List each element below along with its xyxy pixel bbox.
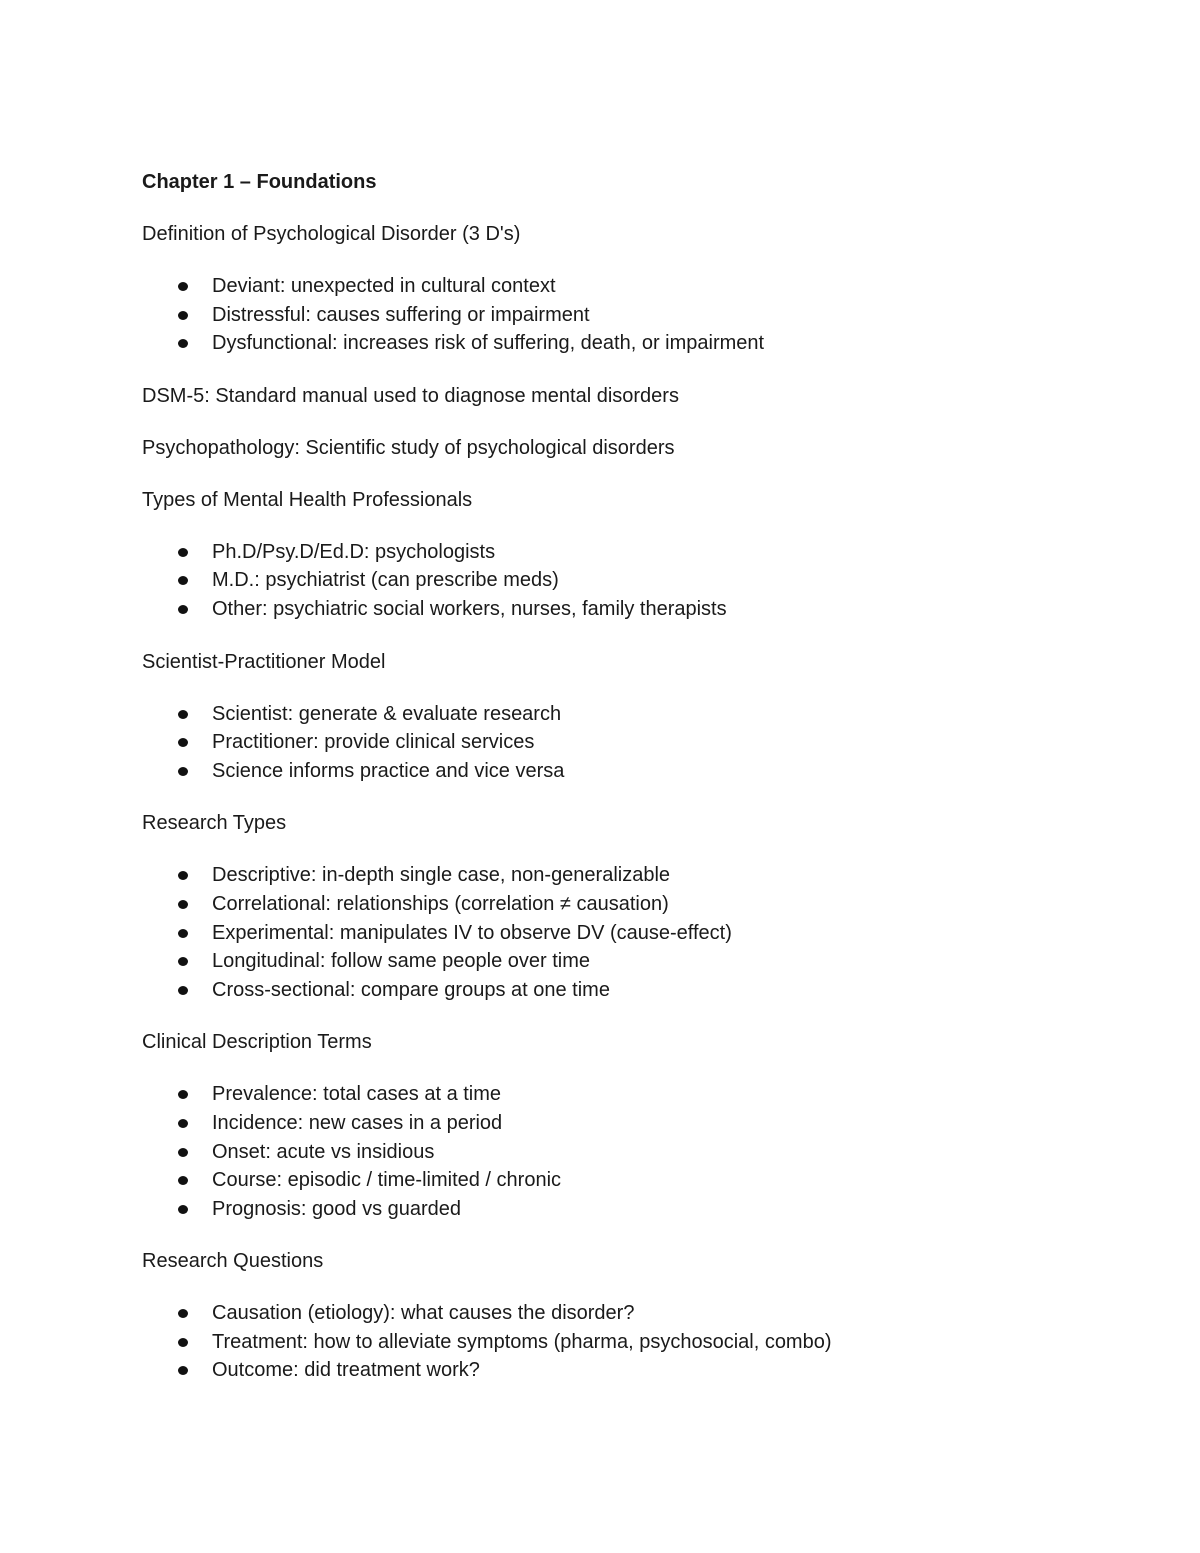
bullet-icon xyxy=(178,548,188,557)
heading-research-types: Research Types xyxy=(142,812,287,835)
list-item: Incidence: new cases in a period xyxy=(142,1109,1102,1138)
list-item: Descriptive: in-depth single case, non-generalizable xyxy=(142,861,1102,890)
bullet-icon xyxy=(178,957,188,966)
bullet-icon xyxy=(178,1309,188,1318)
list-item: Course: episodic / time-limited / chronic xyxy=(142,1166,1102,1195)
heading-definition: Definition of Psychological Disorder (3 D's) xyxy=(142,223,521,245)
list-item: Deviant: unexpected in cultural context xyxy=(142,272,1102,301)
list-item: Longitudinal: follow same people over time xyxy=(142,947,1102,976)
document-page xyxy=(142,168,1102,1409)
bullet-icon xyxy=(178,710,188,719)
list-research-types xyxy=(142,861,1102,1004)
paragraph-dsm: DSM-5: Standard manual used to diagnose mental disorders xyxy=(142,384,679,407)
bullet-icon xyxy=(178,311,188,320)
list-definition xyxy=(142,272,1102,358)
list-item: Science informs practice and vice versa xyxy=(142,757,1102,786)
page-title: Chapter 1 – Foundations xyxy=(142,171,377,193)
bullet-icon xyxy=(178,1176,188,1185)
list-item: Dysfunctional: increases risk of suffering, death, or impairment xyxy=(142,329,1102,358)
bullet-icon xyxy=(178,738,188,747)
bullet-icon xyxy=(178,339,188,348)
heading-research-questions: Research Questions xyxy=(142,1250,324,1273)
bullet-icon xyxy=(178,929,188,938)
list-item: Experimental: manipulates IV to observe DV (cause-effect) xyxy=(142,919,1102,948)
bullet-icon xyxy=(178,900,188,909)
bullet-icon xyxy=(178,605,188,614)
bullet-icon xyxy=(178,986,188,995)
list-item: Other: psychiatric social workers, nurses, family therapists xyxy=(142,595,1102,624)
heading-clinical-terms: Clinical Description Terms xyxy=(142,1031,372,1054)
bullet-icon xyxy=(178,1366,188,1375)
list-item: Onset: acute vs insidious xyxy=(142,1138,1102,1167)
bullet-icon xyxy=(178,576,188,585)
bullet-icon xyxy=(178,1148,188,1157)
list-professionals xyxy=(142,538,1102,624)
paragraph-psychopathology: Psychopathology: Scientific study of psychological disorders xyxy=(142,436,675,459)
list-item: Causation (etiology): what causes the disorder? xyxy=(142,1299,1102,1328)
bullet-icon xyxy=(178,1205,188,1214)
list-item: Cross-sectional: compare groups at one time xyxy=(142,976,1102,1005)
list-research-questions xyxy=(142,1299,1102,1385)
list-model xyxy=(142,700,1102,786)
list-item: Treatment: how to alleviate symptoms (pharma, psychosocial, combo) xyxy=(142,1328,1102,1357)
list-item: Scientist: generate & evaluate research xyxy=(142,700,1102,729)
bullet-icon xyxy=(178,1090,188,1099)
bullet-icon xyxy=(178,1338,188,1347)
bullet-icon xyxy=(178,1119,188,1128)
list-item: Distressful: causes suffering or impairment xyxy=(142,301,1102,330)
list-item: Outcome: did treatment work? xyxy=(142,1356,1102,1385)
list-item: Correlational: relationships (correlation ≠ causation) xyxy=(142,890,1102,919)
list-item: Practitioner: provide clinical services xyxy=(142,728,1102,757)
list-item: M.D.: psychiatrist (can prescribe meds) xyxy=(142,566,1102,595)
heading-model: Scientist-Practitioner Model xyxy=(142,650,386,673)
bullet-icon xyxy=(178,282,188,291)
bullet-icon xyxy=(178,767,188,776)
list-item: Ph.D/Psy.D/Ed.D: psychologists xyxy=(142,538,1102,567)
list-clinical-terms xyxy=(142,1080,1102,1223)
list-item: Prognosis: good vs guarded xyxy=(142,1195,1102,1224)
list-item: Prevalence: total cases at a time xyxy=(142,1080,1102,1109)
heading-professionals: Types of Mental Health Professionals xyxy=(142,488,473,511)
bullet-icon xyxy=(178,871,188,880)
